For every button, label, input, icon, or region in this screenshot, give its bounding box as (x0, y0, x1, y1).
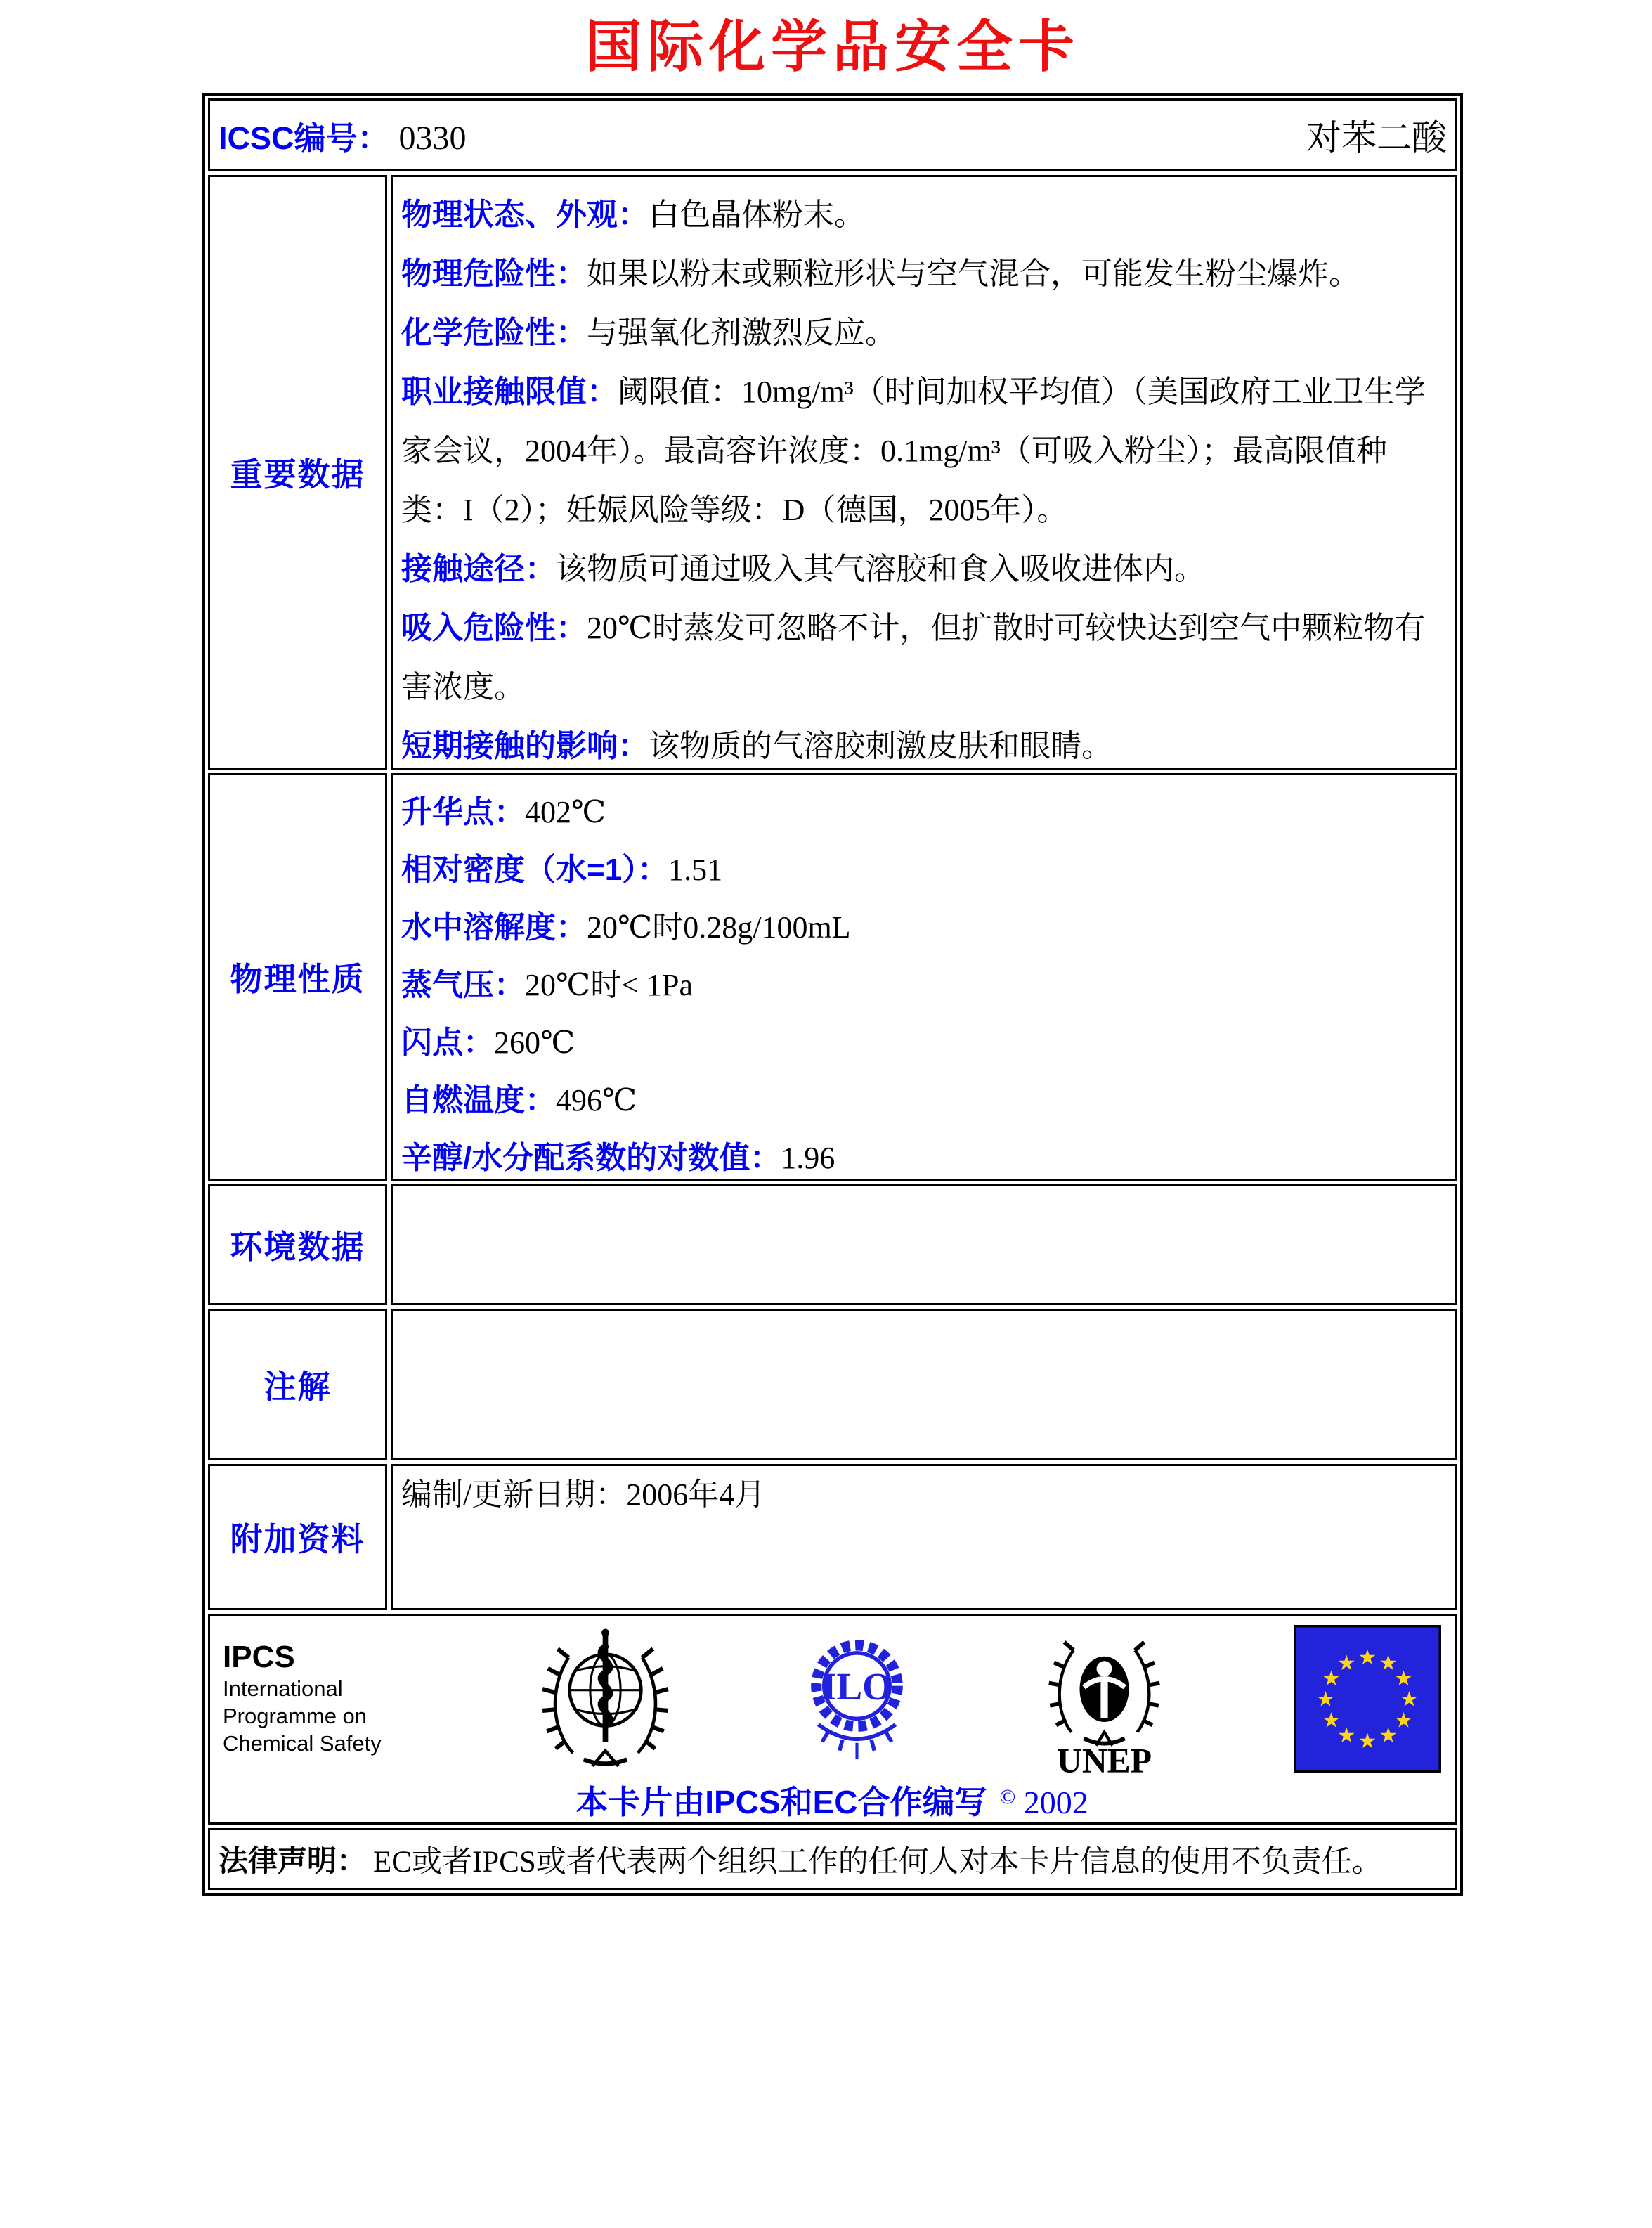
field-label: 闪点： (401, 1025, 494, 1060)
chemical-name: 对苯二酸 (1306, 118, 1447, 157)
field-value: 20℃时< 1Pa (525, 968, 694, 1002)
section-label-cell-environmental (208, 1184, 387, 1305)
section-notes (208, 1309, 1457, 1460)
ipcs-subtitle-line: Chemical Safety (223, 1731, 382, 1756)
svg-text:★: ★ (1394, 1666, 1413, 1691)
section-additional-info (208, 1464, 1457, 1610)
copyright-year: 2002 (1023, 1785, 1088, 1820)
section-content-additional (391, 1464, 1457, 1610)
section-label-additional: 附加资料 (230, 1521, 365, 1557)
footer-cell (208, 1614, 1457, 1825)
field-label: 自燃温度： (401, 1083, 556, 1118)
text-line (401, 363, 1448, 540)
field-label: 短期接触的影响： (401, 729, 649, 763)
text-line (401, 540, 1448, 599)
ipcs-subtitle-line: Programme on (223, 1704, 368, 1728)
ilo-monogram: ILO (821, 1664, 892, 1708)
field-value: 与强氧化剂激烈反应。 (587, 316, 896, 350)
text-line (401, 599, 1448, 717)
text-line (401, 1129, 1448, 1181)
text-line (401, 1072, 1448, 1129)
svg-text:★: ★ (1316, 1687, 1335, 1711)
icsc-card-table (202, 93, 1463, 1896)
field-label: 物理危险性： (401, 257, 587, 291)
svg-text:★: ★ (1400, 1687, 1419, 1711)
field-label: 升华点： (401, 795, 525, 829)
text-line (401, 1473, 1448, 1517)
svg-text:★: ★ (1358, 1645, 1377, 1670)
svg-text:★: ★ (1322, 1707, 1341, 1732)
section-label-cell-additional (208, 1464, 387, 1610)
field-value: 该物质可通过吸入其气溶胶和食入吸收进体内。 (556, 552, 1205, 586)
copyright-symbol: © (999, 1785, 1016, 1808)
copyright-notice (999, 1785, 1088, 1820)
header-cell (208, 98, 1457, 171)
svg-text:★: ★ (1358, 1728, 1377, 1754)
field-label: 化学危险性： (401, 316, 587, 350)
section-label-physical: 物理性质 (230, 961, 365, 997)
text-line (401, 957, 1448, 1014)
field-label: 蒸气压： (401, 968, 525, 1002)
icsc-number-value: 0330 (398, 119, 467, 157)
legal-label: 法律声明： (219, 1844, 367, 1877)
eu-flag (1294, 1625, 1441, 1773)
icsc-number-group (219, 112, 467, 158)
svg-text:★: ★ (1336, 1723, 1356, 1748)
section-label-important: 重要数据 (230, 456, 365, 493)
section-label-notes: 注解 (264, 1368, 332, 1405)
section-environmental-data (208, 1184, 1457, 1305)
field-value: 如果以粉末或颗粒形状与空气混合，可能发生粉尘爆炸。 (587, 257, 1360, 291)
field-value: 白色晶体粉末。 (649, 197, 865, 232)
text-line (401, 841, 1448, 899)
field-label: 相对密度（水=1）： (401, 853, 669, 887)
unep-logo (1043, 1621, 1166, 1775)
field-label: 水中溶解度： (401, 910, 587, 945)
field-label: 吸入危险性： (401, 611, 587, 645)
section-content-notes (391, 1309, 1457, 1460)
svg-text:★: ★ (1394, 1707, 1413, 1732)
svg-text:★: ★ (1322, 1666, 1341, 1691)
footer-row (208, 1614, 1457, 1825)
section-label-cell-important (208, 175, 387, 770)
field-value: 260℃ (494, 1025, 575, 1060)
field-label: 职业接触限值： (401, 375, 618, 409)
field-value: 编制/更新日期：2006年4月 (401, 1477, 766, 1512)
field-value: 该物质的气溶胶刺激皮肤和眼睛。 (649, 729, 1112, 763)
legal-row (208, 1828, 1457, 1890)
ipcs-text-block (223, 1640, 412, 1757)
logo-row (220, 1621, 1444, 1775)
text-line (401, 186, 1448, 245)
svg-text:★: ★ (1379, 1723, 1398, 1748)
field-label: 辛醇/水分配系数的对数值： (401, 1141, 781, 1175)
footer-caption: 本卡片由IPCS和EC合作编写 (575, 1784, 987, 1820)
who-logo (540, 1627, 670, 1770)
section-label-cell-notes (208, 1309, 387, 1460)
field-value: 402℃ (525, 795, 606, 829)
footer-caption-row (220, 1775, 1444, 1827)
text-line (401, 899, 1448, 957)
text-line (401, 304, 1448, 363)
field-value: 1.51 (668, 853, 723, 887)
field-value: 20℃时蒸发可忽略不计，但扩散时可较快达到空气中颗粒物有害浓度。 (401, 611, 1426, 704)
unep-label: UNEP (1056, 1741, 1152, 1775)
section-physical-properties (208, 773, 1457, 1181)
svg-text:★: ★ (1379, 1650, 1398, 1676)
section-label-environmental: 环境数据 (230, 1229, 365, 1265)
section-important-data (208, 175, 1457, 770)
text-line (401, 245, 1448, 304)
text-line (401, 784, 1448, 841)
field-value: 阈限值：10mg/m³（时间加权平均值）（美国政府工业卫生学家会议，2004年）。最高容许浓度：0.1mg/m³（可吸入粉尘）；最高限值种类：I（2）；妊娠风险等级：D（德国，2005年）。 (401, 375, 1426, 527)
legal-cell (208, 1828, 1457, 1890)
field-value: 496℃ (556, 1083, 637, 1118)
page-title: 国际化学品安全卡 (585, 17, 1080, 79)
section-content-important (391, 175, 1457, 770)
section-label-cell-physical (208, 773, 387, 1181)
icsc-number-label: ICSC编号： (219, 119, 389, 156)
ipcs-subtitle-line: International (223, 1676, 343, 1701)
section-content-environmental (391, 1184, 1457, 1305)
legal-text: EC或者IPCS或者代表两个组织工作的任何人对本卡片信息的使用不负责任。 (373, 1845, 1382, 1879)
field-label: 接触途径： (401, 552, 556, 586)
text-line (401, 717, 1448, 770)
text-line (401, 1014, 1448, 1072)
section-content-physical (391, 773, 1457, 1181)
field-value: 20℃时0.28g/100mL (587, 910, 851, 945)
header-row (208, 98, 1457, 171)
svg-text:★: ★ (1336, 1650, 1356, 1676)
ilo-logo (799, 1636, 915, 1761)
field-value: 1.96 (781, 1141, 835, 1175)
field-label: 物理状态、外观： (401, 197, 649, 232)
ipcs-title: IPCS (223, 1640, 295, 1674)
